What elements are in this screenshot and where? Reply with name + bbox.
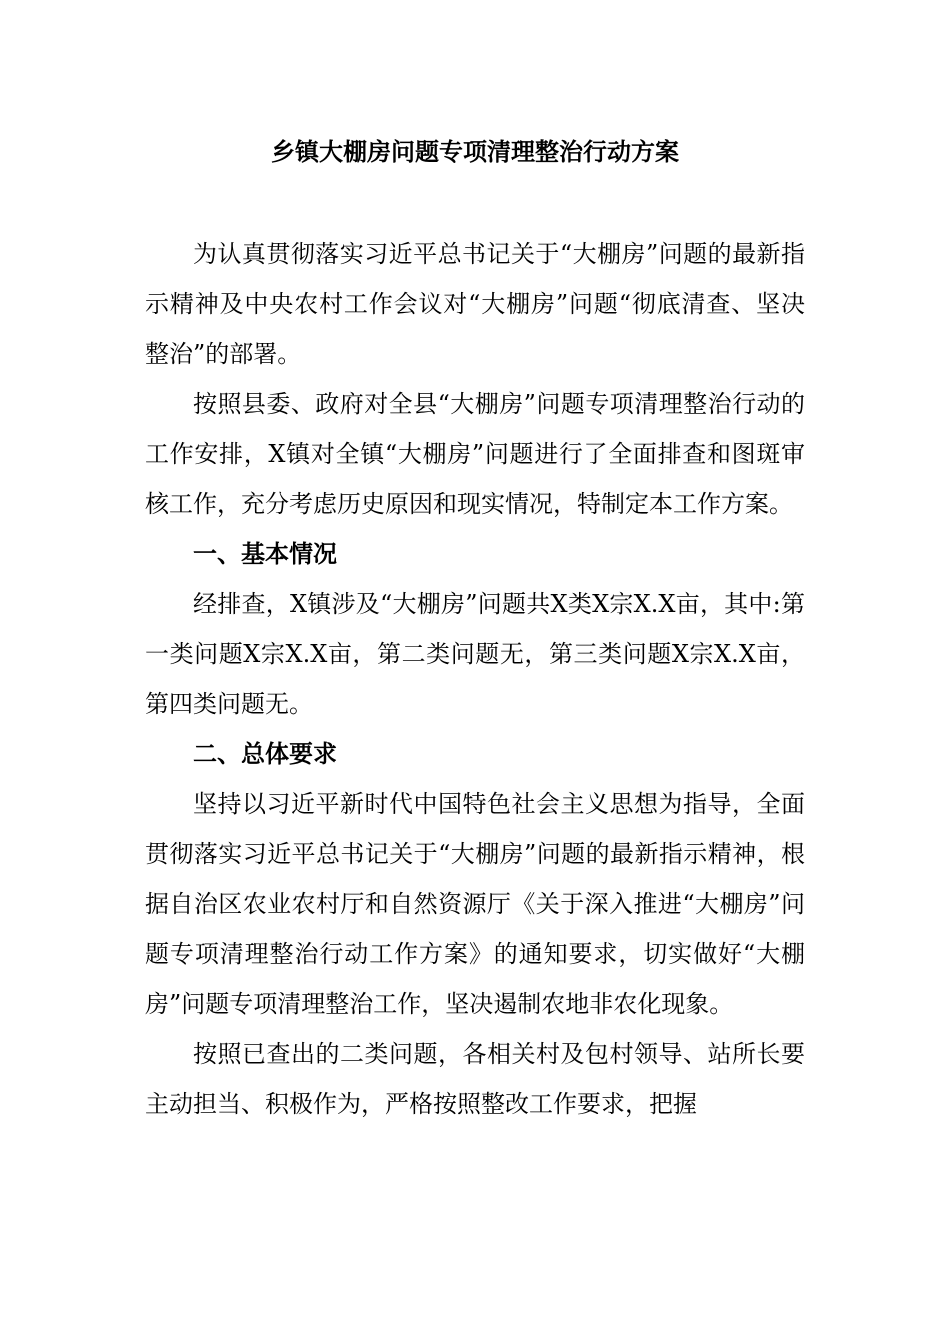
section-heading-overall-requirements: 二、总体要求	[193, 740, 337, 768]
intro-paragraph-1: 为认真贯彻落实习近平总书记关于“大棚房”问题的最新指示精神及中央农村工作会议对“大棚房”问题“彻底清查、坚决整治”的部署。	[145, 240, 805, 368]
document-title: 乡镇大棚房问题专项清理整治行动方案	[271, 138, 679, 166]
overall-requirements-paragraph-1: 坚持以习近平新时代中国特色社会主义思想为指导，全面贯彻落实习近平总书记关于“大棚房”问题的最新指示精神，根据自治区农业农村厅和自然资源厅《关于深入推进“大棚房”问题专项清理整治行动工作方案》的通知要求，切实做好“大棚房”问题专项清理整治工作，坚决遏制农地非农化现象。	[145, 790, 805, 1018]
intro-paragraph-2: 按照县委、政府对全县“大棚房”问题专项清理整治行动的工作安排，X镇对全镇“大棚房”问题进行了全面排查和图斑审核工作，充分考虑历史原因和现实情况，特制定本工作方案。	[145, 390, 805, 518]
section-heading-basic-situation: 一、基本情况	[193, 540, 337, 568]
overall-requirements-paragraph-2: 按照已查出的二类问题，各相关村及包村领导、站所长要主动担当、积极作为，严格按照整改工作要求，把握	[145, 1040, 805, 1118]
document-body	[145, 229, 805, 1129]
basic-situation-paragraph: 经排查，X镇涉及“大棚房”问题共X类X宗X.X亩，其中:第一类问题X宗X.X亩，第二类问题无，第三类问题X宗X.X亩，第四类问题无。	[145, 590, 805, 718]
